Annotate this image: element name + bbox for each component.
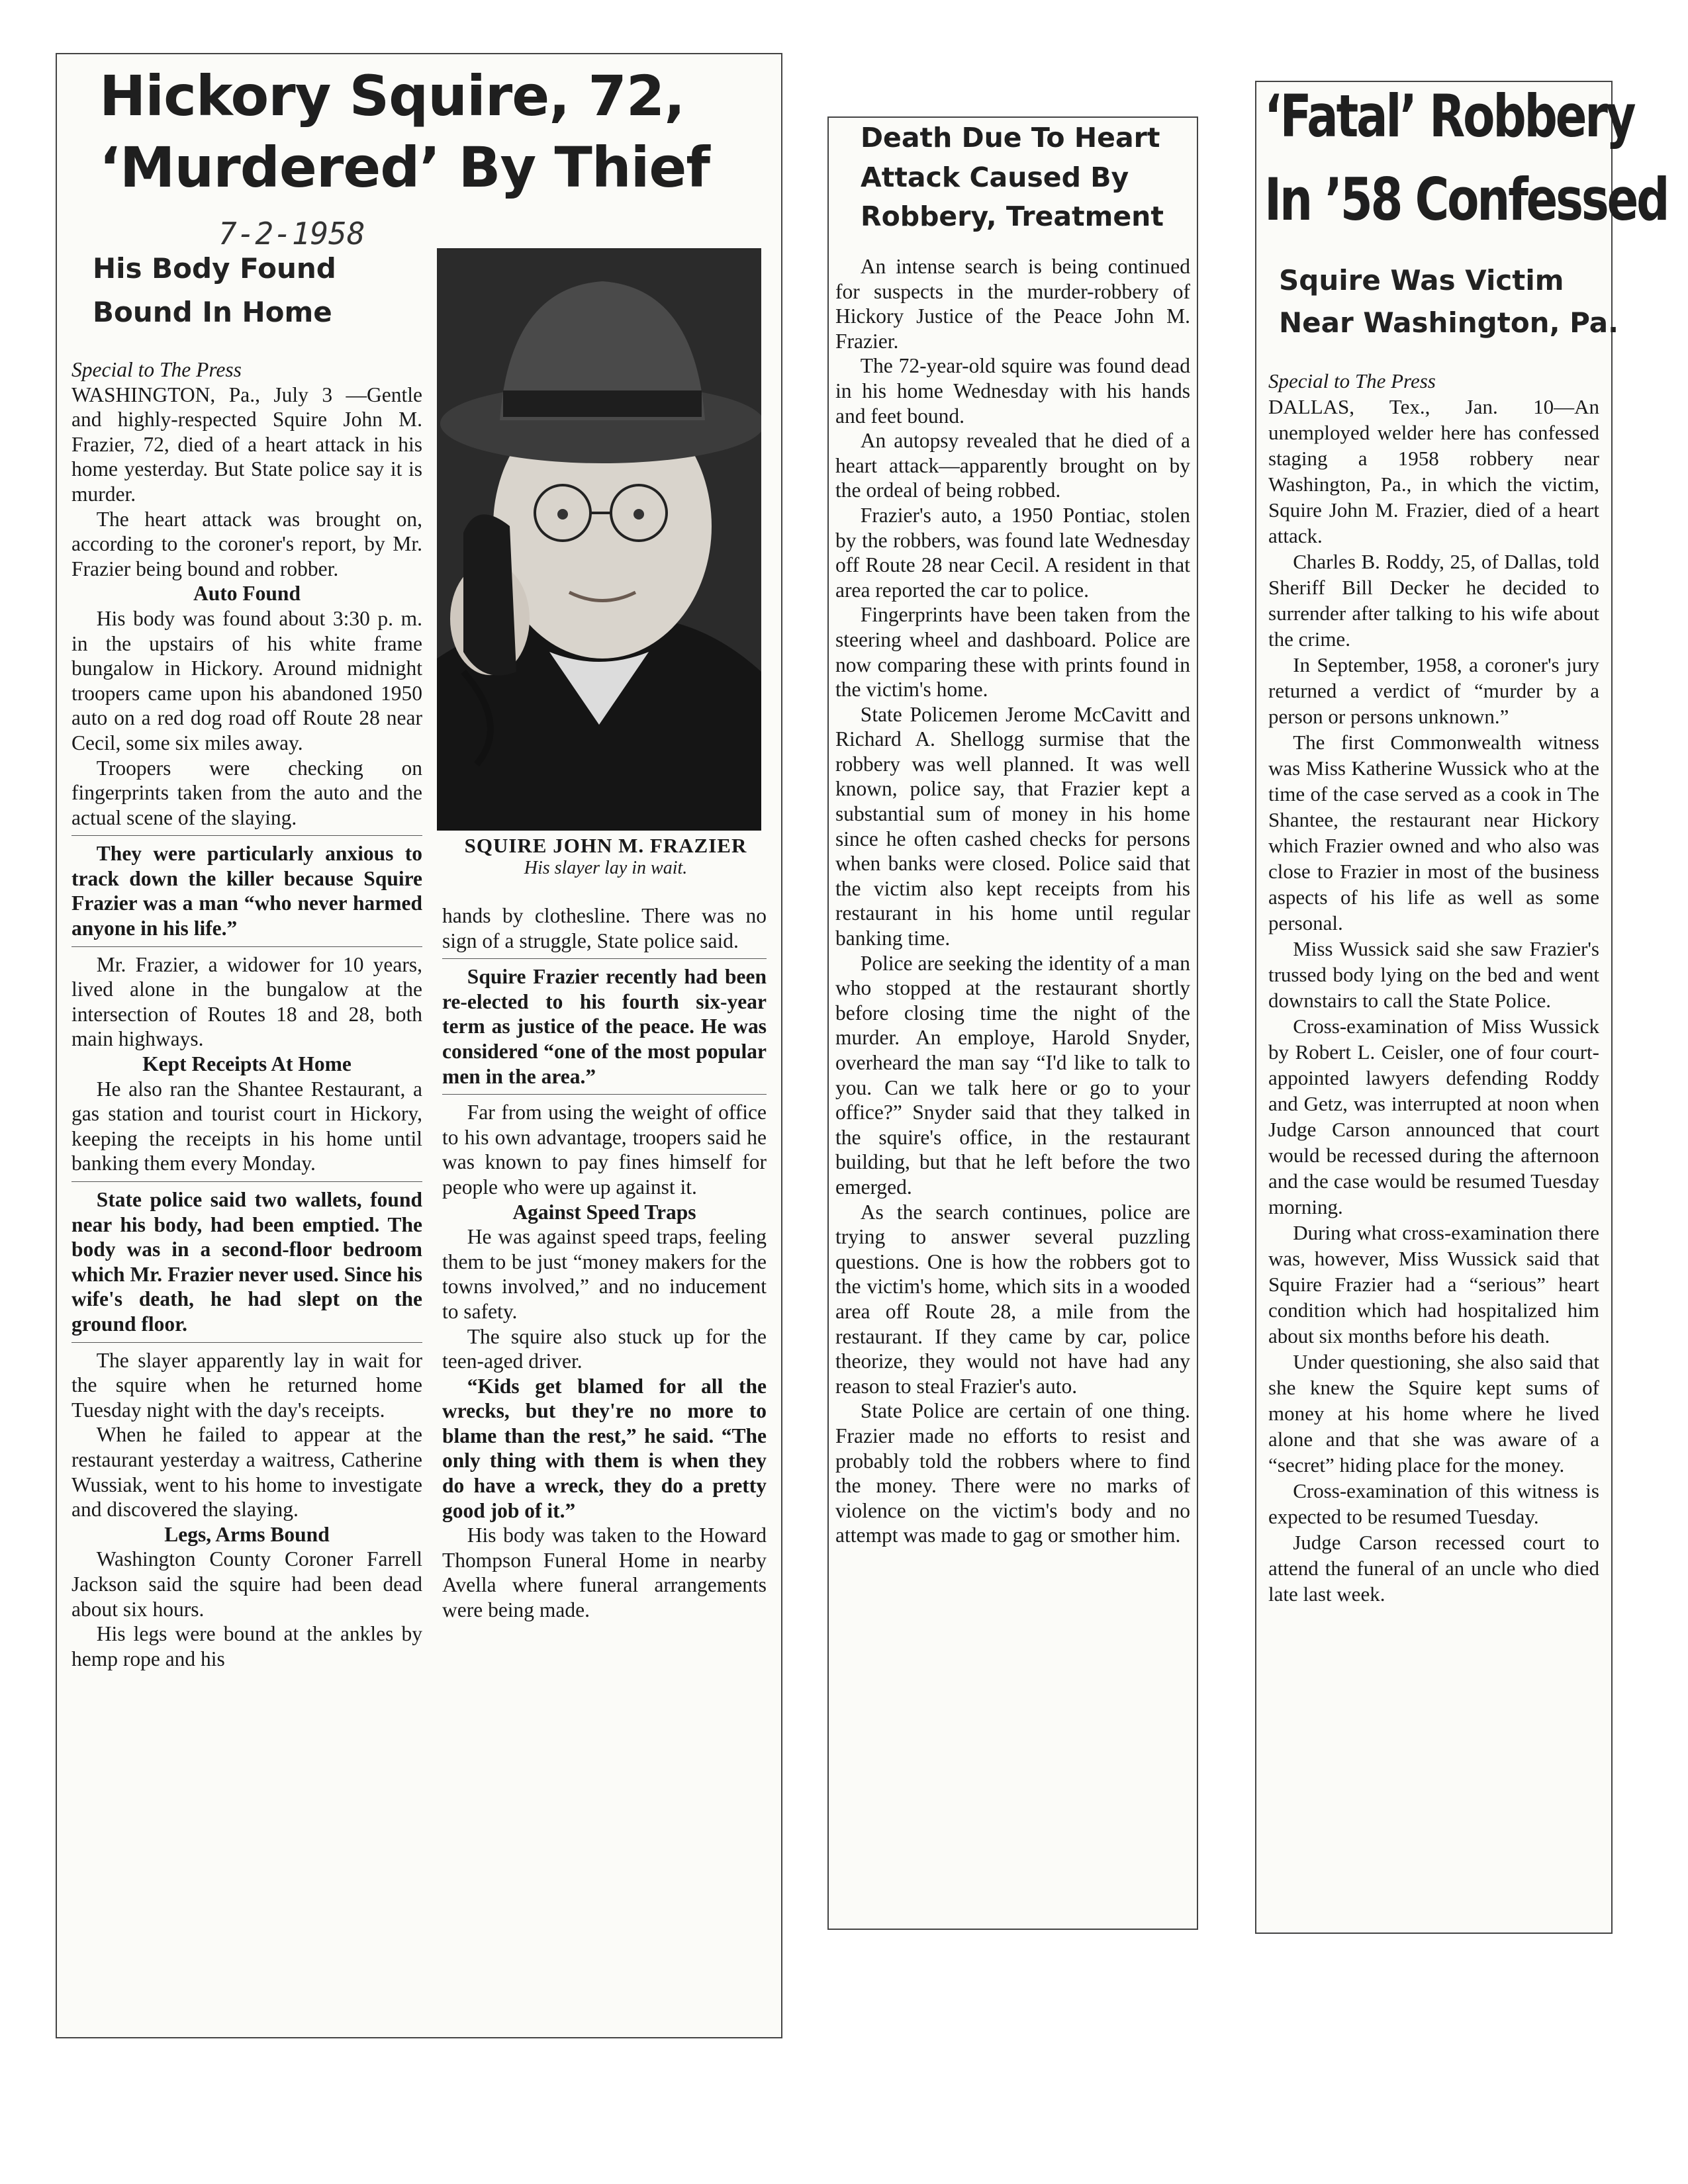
article-3-byline: Special to The Press bbox=[1268, 369, 1436, 392]
article-1-subhead-line-2: Bound In Home bbox=[93, 296, 332, 328]
article-1-rule bbox=[71, 1342, 422, 1343]
article-3-body bbox=[1268, 368, 1599, 1607]
article-1-subheading: Auto Found bbox=[193, 582, 301, 606]
article-1-rule bbox=[71, 835, 422, 836]
article-1-subheading: Against Speed Traps bbox=[512, 1200, 696, 1224]
article-1-paragraph: hands by clothesline. There was no sign of a struggle, State police said. bbox=[442, 904, 767, 952]
article-1-paragraph: The heart attack was brought on, according to the coroner's report, by Mr. Frazier being bound and robber. bbox=[71, 507, 422, 580]
article-1-bold-paragraph: They were particularly anxious to track down the killer because Squire Frazier was a man “who never harmed anyone in his life.” bbox=[71, 842, 422, 940]
article-2-headline-line-3: Robbery, Treatment bbox=[861, 201, 1164, 232]
article-2-paragraph: Police are seeking the identity of a man who stopped at the restaurant shortly before closing time the night of the murder. An employe, Harold Snyder, overheard the man say “I'd like to talk to you. Can we talk here or go to your office?” Snyder said that they talked in the squire's office, in the restaurant building, but that he left before the two emerged. bbox=[835, 951, 1190, 1199]
article-1-subhead-line-1: His Body Found bbox=[93, 252, 336, 285]
article-3-paragraph: In September, 1958, a coroner's jury returned a verdict of “murder by a person or persons unknown.” bbox=[1268, 653, 1599, 728]
article-1-subheading: Legs, Arms Bound bbox=[164, 1522, 330, 1546]
article-2-paragraph: Frazier's auto, a 1950 Pontiac, stolen by the robbers, was found late Wednesday off Route 28 near Cecil. A resident in that area reported the car to police. bbox=[835, 503, 1190, 602]
article-2-paragraph: An intense search is being continued for suspects in the murder-robbery of Hickory Justice of the Peace John M. Frazier. bbox=[835, 255, 1190, 353]
squire-portrait-photo bbox=[437, 248, 761, 831]
article-3-paragraph: Miss Wussick said she saw Frazier's trussed body lying on the bed and went downstairs to call the State Police. bbox=[1268, 937, 1599, 1012]
article-1-paragraph: He also ran the Shantee Restaurant, a gas station and tourist court in Hickory, keeping the receipts in his home until banking them every Monday. bbox=[71, 1077, 422, 1175]
article-3-paragraph: Cross-examination of Miss Wussick by Robert L. Ceisler, one of four court-appointed lawyers defending Roddy and Getz, was interrupted at noon when Judge Carson announced that court would be recessed during the afternoon and the case would be resumed Tuesday morning. bbox=[1268, 1015, 1599, 1218]
article-1-bold-paragraph: “Kids get blamed for all the wrecks, but they're no more to blame than the rest,” he said. “The only thing with them is when they do have a wreck, they do a pretty good job of it.” bbox=[442, 1374, 767, 1522]
article-3-paragraph: DALLAS, Tex., Jan. 10—An unemployed welder here has confessed staging a 1958 robbery near Washington, Pa., in which the victim, Squire John M. Frazier, died of a heart attack. bbox=[1268, 395, 1599, 547]
article-1-column-2 bbox=[442, 903, 767, 1623]
article-1-rule bbox=[71, 946, 422, 947]
article-2-headline-line-2: Attack Caused By bbox=[861, 161, 1129, 193]
article-3-paragraph: During what cross-examination there was, however, Miss Wussick said that Squire Frazier had a “serious” heart condition which had hospitalized him about six months before his death. bbox=[1268, 1221, 1599, 1347]
article-1-paragraph: His body was found about 3:30 p. m. in the upstairs of his white frame bungalow in Hickory. Around midnight troopers came upon his abandoned 1950 auto on a red dog road off Route 28 near Cecil, some six miles away. bbox=[71, 606, 422, 754]
article-2-paragraph: An autopsy revealed that he died of a heart attack—apparently brought on by the ordeal of being robbed. bbox=[835, 429, 1190, 502]
article-3-subhead-line-1: Squire Was Victim bbox=[1279, 264, 1564, 296]
article-1-headline-line-1: Hickory Squire, 72, bbox=[99, 64, 685, 128]
article-3-paragraph: Cross-examination of this witness is expected to be resumed Tuesday. bbox=[1268, 1479, 1599, 1528]
article-1-column-1 bbox=[71, 357, 422, 1671]
article-1-paragraph: His body was taken to the Howard Thompson Funeral Home in nearby Avella where funeral arrangements were being made. bbox=[442, 1524, 767, 1622]
article-1-paragraph: The squire also stuck up for the teen-aged driver. bbox=[442, 1324, 767, 1373]
article-3-paragraph: Judge Carson recessed court to attend the funeral of an uncle who died late last week. bbox=[1268, 1531, 1599, 1606]
article-1-paragraph: WASHINGTON, Pa., July 3 —Gentle and highly-respected Squire John M. Frazier, 72, died of a heart attack in his home yesterday. But State police say it is murder. bbox=[71, 383, 422, 506]
article-1-rule bbox=[442, 958, 767, 959]
article-2-paragraph: Fingerprints have been taken from the steering wheel and dashboard. Police are now comparing these with prints found in the victim's home. bbox=[835, 603, 1190, 702]
article-1-bold-paragraph: Squire Frazier recently had been re-elected to his fourth six-year term as justice of the peace. He was considered “one of the most popular men in the area.” bbox=[442, 965, 767, 1088]
article-2-body bbox=[835, 254, 1190, 1548]
article-1-byline: Special to The Press bbox=[71, 358, 242, 381]
article-1-paragraph: When he failed to appear at the restaurant yesterday a waitress, Catherine Wussiak, went to his home to investigate and discovered the slaying. bbox=[71, 1423, 422, 1522]
article-3-paragraph: The first Commonwealth witness was Miss Katherine Wussick who at the time of the case served as a cook in The Shantee, the restaurant near Hickory which Frazier owned and who also was close to Frazier in most of the business aspects of his life as well as some personal. bbox=[1268, 731, 1599, 934]
handwritten-date: 7-2-1958 bbox=[218, 216, 365, 251]
article-2-paragraph: The 72-year-old squire was found dead in his home Wednesday with his hands and feet bound. bbox=[835, 354, 1190, 428]
article-1-paragraph: Washington County Coroner Farrell Jackson said the squire had been dead about six hours. bbox=[71, 1547, 422, 1621]
article-2-paragraph: State Policemen Jerome McCavitt and Richard A. Shellogg surmise that the robbery was well planned. It was well known, police say, that Frazier kept a substantial sum of money in his home since he often cashed checks for persons when banks were closed. Police said that the victim also kept receipts from his restaurant in his home until regular banking time. bbox=[835, 702, 1190, 950]
photo-caption-subtitle: His slayer lay in wait. bbox=[524, 858, 688, 878]
article-1-paragraph: He was against speed traps, feeling them to be just “money makers for the towns involved,” and no inducement to safety. bbox=[442, 1225, 767, 1323]
article-2-headline-line-1: Death Due To Heart bbox=[861, 122, 1160, 154]
photo-caption-title: SQUIRE JOHN M. FRAZIER bbox=[464, 834, 747, 857]
article-3-headline-line-2: In ’58 Confessed bbox=[1264, 165, 1668, 234]
photo-caption bbox=[437, 834, 774, 879]
article-2-paragraph: State Police are certain of one thing. Frazier made no efforts to resist and probably told the robbers where to find the money. There were no marks of violence on the victim's body and no attempt was made to gag or smother him. bbox=[835, 1399, 1190, 1547]
article-1-headline-line-2: ‘Murdered’ By Thief bbox=[99, 135, 710, 200]
article-3-paragraph: Charles B. Roddy, 25, of Dallas, told Sheriff Bill Decker he decided to surrender after talking to his wife about the crime. bbox=[1268, 550, 1599, 651]
article-1-bold-paragraph: State police said two wallets, found near his body, had been emptied. The body was in a second-floor bedroom which Mr. Frazier never used. Since his wife's death, he had slept on the ground floor. bbox=[71, 1188, 422, 1336]
article-1-rule bbox=[442, 1094, 767, 1095]
article-3-headline-line-1: ‘Fatal’ Robbery bbox=[1264, 82, 1634, 150]
article-1-paragraph: Troopers were checking on fingerprints taken from the auto and the actual scene of the slaying. bbox=[71, 756, 422, 829]
article-1-rule bbox=[71, 1181, 422, 1182]
article-1-paragraph: The slayer apparently lay in wait for the squire when he returned home Tuesday night with the day's receipts. bbox=[71, 1348, 422, 1422]
squire-portrait-illustration bbox=[437, 248, 761, 831]
article-1-paragraph: Far from using the weight of office to his own advantage, troopers said he was known to pay fines himself for people who were up against it. bbox=[442, 1101, 767, 1199]
article-2-paragraph: As the search continues, police are trying to answer several puzzling questions. One is how the robbers got to the victim's home, which sits in a wooded area off Route 28, a mile from the restaurant. If they came by car, police theorize, they would not have had any reason to steal Frazier's auto. bbox=[835, 1200, 1190, 1398]
article-1-paragraph: Mr. Frazier, a widower for 10 years, lived alone in the bungalow at the intersection of Routes 18 and 28, both main highways. bbox=[71, 952, 422, 1051]
article-3-paragraph: Under questioning, she also said that she knew the Squire kept sums of money at his home where he lived alone and that she was aware of a “secret” hiding place for the money. bbox=[1268, 1350, 1599, 1477]
article-1-paragraph: His legs were bound at the ankles by hemp rope and his bbox=[71, 1622, 422, 1670]
article-1-subheading: Kept Receipts At Home bbox=[142, 1052, 352, 1076]
article-3-subhead-line-2: Near Washington, Pa. bbox=[1279, 306, 1619, 339]
